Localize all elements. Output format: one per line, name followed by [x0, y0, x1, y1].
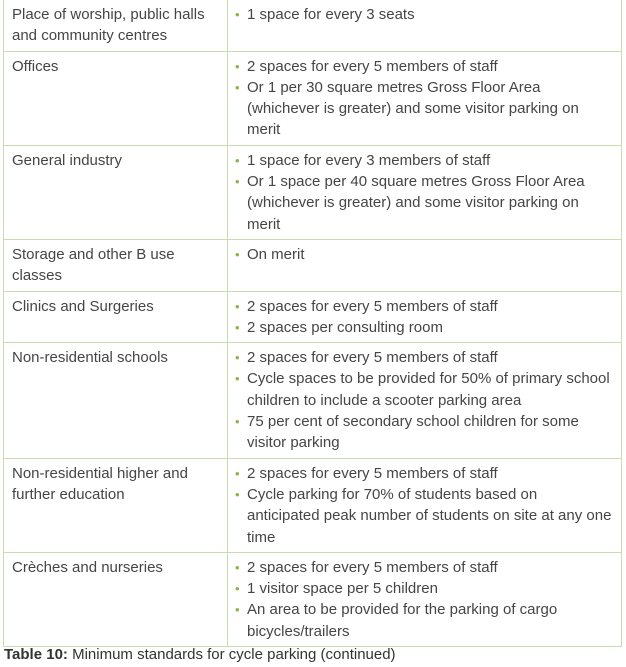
requirement-item	[235, 368, 613, 411]
bullet-icon: •	[235, 174, 240, 190]
requirement-cell	[228, 291, 622, 343]
table-body	[4, 0, 622, 647]
requirement-text: Cycle spaces to be provided for 50% of primary school children to include a scooter parking area	[247, 370, 610, 409]
requirement-list	[235, 56, 613, 141]
requirement-item	[235, 77, 613, 141]
requirement-text: 2 spaces for every 5 members of staff	[247, 349, 498, 367]
requirement-item	[235, 4, 613, 25]
bullet-icon: •	[235, 559, 240, 575]
requirement-cell	[228, 145, 622, 239]
bullet-icon: •	[235, 298, 240, 314]
requirement-text: 2 spaces for every 5 members of staff	[247, 297, 498, 315]
table-row	[4, 239, 622, 291]
requirement-text: 1 space for every 3 seats	[247, 6, 415, 23]
requirement-text: 75 per cent of secondary school children for some visitor parking	[247, 413, 579, 452]
requirement-item	[235, 463, 613, 484]
requirement-text: An area to be provided for the parking of cargo bicycles/trailers	[247, 601, 558, 640]
cycle-parking-table	[3, 0, 622, 647]
caption-text: Minimum standards for cycle parking (continued)	[67, 646, 396, 663]
requirement-item	[235, 347, 613, 368]
bullet-icon: •	[235, 486, 240, 502]
requirement-text: 2 spaces for every 5 members of staff	[247, 464, 498, 482]
land-use-cell: Clinics and Surgeries	[4, 291, 228, 343]
bullet-icon: •	[235, 246, 240, 262]
land-use-cell: Offices	[4, 51, 228, 145]
table-row	[4, 552, 622, 646]
bullet-icon: •	[235, 58, 240, 74]
requirement-cell	[228, 0, 622, 51]
land-use-cell: Storage and other B use classes	[4, 239, 228, 291]
requirement-text: Cycle parking for 70% of students based on anticipated peak number of students on site at any one time	[247, 485, 612, 546]
requirement-text: On merit	[247, 245, 305, 263]
requirement-text: Or 1 per 30 square metres Gross Floor Area (whichever is greater) and some visitor parking on merit	[247, 78, 579, 139]
requirement-item	[235, 599, 613, 642]
table-row	[4, 343, 622, 458]
table-row	[4, 458, 622, 552]
requirement-cell	[228, 552, 622, 646]
table-row	[4, 145, 622, 239]
bullet-icon: •	[235, 602, 240, 618]
requirement-item	[235, 557, 613, 578]
table-row	[4, 0, 622, 51]
bullet-icon: •	[235, 79, 240, 95]
requirement-item	[235, 317, 613, 338]
land-use-cell: Crèches and nurseries	[4, 552, 228, 646]
requirement-list	[235, 557, 613, 642]
bullet-icon: •	[235, 319, 240, 335]
bullet-icon: •	[235, 7, 240, 22]
bullet-icon: •	[235, 371, 240, 387]
bullet-icon: •	[235, 350, 240, 366]
requirement-cell	[228, 458, 622, 552]
caption-label: Table 10:	[4, 646, 68, 663]
land-use-cell: General industry	[4, 145, 228, 239]
requirement-item	[235, 244, 613, 265]
requirement-text: 1 space for every 3 members of staff	[247, 151, 491, 169]
requirement-item	[235, 578, 613, 599]
requirement-list	[235, 150, 613, 235]
requirement-list	[235, 347, 613, 453]
land-use-cell: Non-residential higher and further education	[4, 458, 228, 552]
requirement-cell	[228, 239, 622, 291]
requirement-item	[235, 484, 613, 548]
requirement-item	[235, 56, 613, 77]
cycle-parking-table-container	[3, 0, 621, 647]
land-use-cell: Non-residential schools	[4, 343, 228, 458]
requirement-text: 2 spaces for every 5 members of staff	[247, 558, 498, 576]
requirement-list	[235, 296, 613, 339]
bullet-icon: •	[235, 581, 240, 597]
table-row	[4, 51, 622, 145]
requirement-text: 2 spaces per consulting room	[247, 318, 443, 336]
requirement-list	[235, 463, 613, 548]
table-caption	[4, 646, 396, 663]
requirement-text: Or 1 space per 40 square metres Gross Floor Area (whichever is greater) and some visitor parking on merit	[247, 173, 585, 233]
requirement-text: 2 spaces for every 5 members of staff	[247, 57, 498, 75]
bullet-icon: •	[235, 152, 240, 168]
requirement-list	[235, 4, 613, 25]
bullet-icon: •	[235, 414, 240, 430]
requirement-item	[235, 296, 613, 317]
requirement-cell	[228, 51, 622, 145]
bullet-icon: •	[235, 465, 240, 481]
requirement-item	[235, 150, 613, 171]
land-use-cell: Place of worship, public halls and community centres	[4, 0, 228, 51]
table-row	[4, 291, 622, 343]
requirement-cell	[228, 343, 622, 458]
requirement-item	[235, 171, 613, 235]
requirement-text: 1 visitor space per 5 children	[247, 580, 438, 598]
requirement-item	[235, 411, 613, 454]
requirement-list	[235, 244, 613, 265]
